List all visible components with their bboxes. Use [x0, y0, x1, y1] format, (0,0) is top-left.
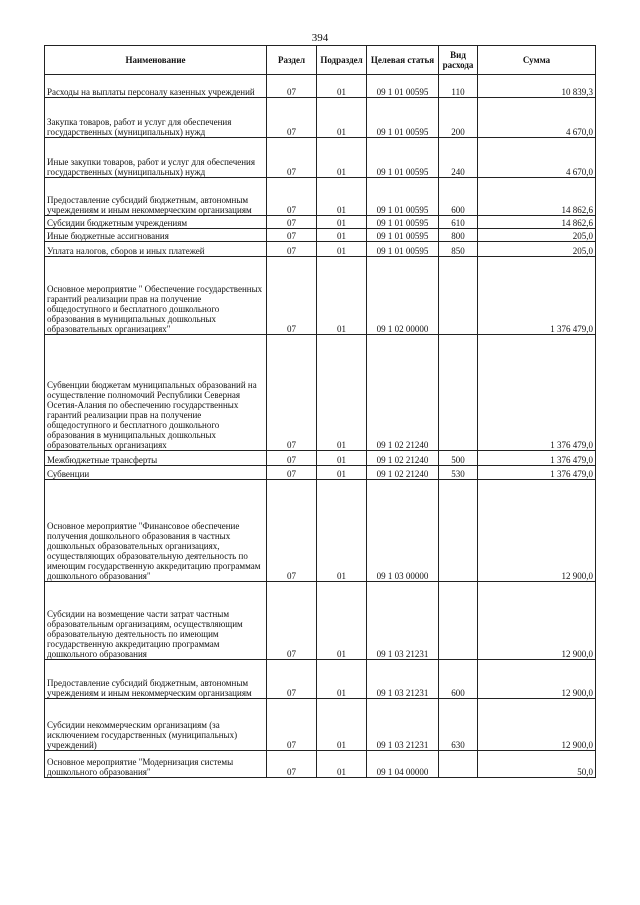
- cell-amount: 205,0: [478, 242, 596, 257]
- cell-target: 09 1 03 21231: [367, 582, 439, 660]
- cell-target: 09 1 03 21231: [367, 660, 439, 699]
- cell-type: [439, 335, 478, 451]
- cell-type: 610: [439, 216, 478, 229]
- cell-subsection: 01: [317, 480, 367, 582]
- header-expense-type: Вид расхода: [439, 46, 478, 75]
- cell-target: 09 1 01 00595: [367, 216, 439, 229]
- table-row: [45, 660, 596, 699]
- cell-target: 09 1 02 21240: [367, 335, 439, 451]
- cell-name: Уплата налогов, сборов и иных платежей: [45, 242, 267, 257]
- table-row: [45, 257, 596, 335]
- header-name: Наименование: [45, 46, 267, 75]
- cell-type: 200: [439, 98, 478, 138]
- cell-target: 09 1 03 00000: [367, 480, 439, 582]
- cell-amount: 12 900,0: [478, 480, 596, 582]
- cell-section: 07: [267, 466, 317, 480]
- cell-amount: 50,0: [478, 751, 596, 778]
- cell-subsection: 01: [317, 229, 367, 242]
- cell-section: 07: [267, 98, 317, 138]
- cell-target: 09 1 03 21231: [367, 699, 439, 751]
- cell-target: 09 1 02 00000: [367, 257, 439, 335]
- cell-subsection: 01: [317, 699, 367, 751]
- budget-table: [44, 45, 596, 778]
- cell-name: Предоставление субсидий бюджетным, автономным учреждениям и иным некоммерческим организациям: [45, 660, 267, 699]
- cell-subsection: 01: [317, 216, 367, 229]
- cell-subsection: 01: [317, 178, 367, 216]
- cell-amount: 12 900,0: [478, 660, 596, 699]
- cell-type: 800: [439, 229, 478, 242]
- cell-subsection: 01: [317, 660, 367, 699]
- cell-target: 09 1 01 00595: [367, 75, 439, 98]
- cell-type: 600: [439, 660, 478, 699]
- cell-section: 07: [267, 480, 317, 582]
- cell-section: 07: [267, 582, 317, 660]
- cell-name: Субсидии на возмещение части затрат частным образовательным организациям, осуществляющим образовательную деятельность по имеющим государственную аккредитацию программам дошкольного образования: [45, 582, 267, 660]
- cell-section: 07: [267, 660, 317, 699]
- cell-name: Субсидии некоммерческим организациям (за исключением государственных (муниципальных) учреждений): [45, 699, 267, 751]
- cell-target: 09 1 04 00000: [367, 751, 439, 778]
- cell-subsection: 01: [317, 98, 367, 138]
- cell-name: Иные закупки товаров, работ и услуг для обеспечения государственных (муниципальных) нужд: [45, 138, 267, 178]
- cell-section: 07: [267, 451, 317, 466]
- table-row: [45, 480, 596, 582]
- table-row: [45, 451, 596, 466]
- cell-target: 09 1 02 21240: [367, 466, 439, 480]
- cell-target: 09 1 02 21240: [367, 451, 439, 466]
- cell-name: Закупка товаров, работ и услуг для обеспечения государственных (муниципальных) нужд: [45, 98, 267, 138]
- header-amount: Сумма: [478, 46, 596, 75]
- table-row: [45, 216, 596, 229]
- table-row: [45, 751, 596, 778]
- cell-section: 07: [267, 699, 317, 751]
- table-row: [45, 229, 596, 242]
- cell-type: [439, 582, 478, 660]
- cell-amount: 1 376 479,0: [478, 466, 596, 480]
- cell-amount: 14 862,6: [478, 216, 596, 229]
- cell-target: 09 1 01 00595: [367, 138, 439, 178]
- table-header-row: [45, 46, 596, 75]
- table-row: [45, 178, 596, 216]
- cell-subsection: 01: [317, 582, 367, 660]
- table-row: [45, 75, 596, 98]
- cell-target: 09 1 01 00595: [367, 229, 439, 242]
- cell-section: 07: [267, 178, 317, 216]
- cell-subsection: 01: [317, 75, 367, 98]
- table-row: [45, 466, 596, 480]
- header-section: Раздел: [267, 46, 317, 75]
- cell-type: [439, 257, 478, 335]
- cell-section: 07: [267, 229, 317, 242]
- cell-type: [439, 751, 478, 778]
- cell-target: 09 1 01 00595: [367, 178, 439, 216]
- cell-type: 240: [439, 138, 478, 178]
- cell-type: 600: [439, 178, 478, 216]
- cell-name: Иные бюджетные ассигнования: [45, 229, 267, 242]
- cell-target: 09 1 01 00595: [367, 242, 439, 257]
- cell-subsection: 01: [317, 138, 367, 178]
- cell-section: 07: [267, 335, 317, 451]
- table-row: [45, 98, 596, 138]
- cell-section: 07: [267, 216, 317, 229]
- cell-name: Основное мероприятие "Модернизация системы дошкольного образования": [45, 751, 267, 778]
- cell-amount: 1 376 479,0: [478, 451, 596, 466]
- cell-subsection: 01: [317, 451, 367, 466]
- cell-type: 500: [439, 451, 478, 466]
- cell-name: Субвенции бюджетам муниципальных образований на осуществление полномочий Республики Северная Осетия-Алания по обеспечению государственных гарантий реализации прав на получение общедоступного и бесплатного дошкольного образования в муниципальных дошкольных образовательных организациях: [45, 335, 267, 451]
- cell-amount: 10 839,3: [478, 75, 596, 98]
- cell-section: 07: [267, 242, 317, 257]
- header-target-item: Целевая статья: [367, 46, 439, 75]
- cell-amount: 12 900,0: [478, 699, 596, 751]
- cell-amount: 205,0: [478, 229, 596, 242]
- cell-amount: 1 376 479,0: [478, 335, 596, 451]
- cell-subsection: 01: [317, 257, 367, 335]
- cell-amount: 4 670,0: [478, 98, 596, 138]
- table-row: [45, 582, 596, 660]
- cell-type: [439, 480, 478, 582]
- table-row: [45, 335, 596, 451]
- cell-amount: 14 862,6: [478, 178, 596, 216]
- cell-section: 07: [267, 138, 317, 178]
- cell-type: 110: [439, 75, 478, 98]
- cell-type: 630: [439, 699, 478, 751]
- table-row: [45, 242, 596, 257]
- cell-section: 07: [267, 75, 317, 98]
- cell-target: 09 1 01 00595: [367, 98, 439, 138]
- cell-name: Субсидии бюджетным учреждениям: [45, 216, 267, 229]
- cell-name: Предоставление субсидий бюджетным, автономным учреждениям и иным некоммерческим организациям: [45, 178, 267, 216]
- table-row: [45, 138, 596, 178]
- cell-subsection: 01: [317, 242, 367, 257]
- cell-name: Основное мероприятие " Обеспечение государственных гарантий реализации прав на получение общедоступного и бесплатного дошкольного образования в муниципальных дошкольных образовательных организациях": [45, 257, 267, 335]
- page-number: 394: [311, 32, 329, 44]
- cell-type: 850: [439, 242, 478, 257]
- cell-name: Межбюджетные трансферты: [45, 451, 267, 466]
- header-subsection: Подраздел: [317, 46, 367, 75]
- cell-subsection: 01: [317, 751, 367, 778]
- cell-section: 07: [267, 257, 317, 335]
- cell-amount: 1 376 479,0: [478, 257, 596, 335]
- cell-name: Расходы на выплаты персоналу казенных учреждений: [45, 75, 267, 98]
- cell-amount: 4 670,0: [478, 138, 596, 178]
- cell-type: 530: [439, 466, 478, 480]
- cell-subsection: 01: [317, 466, 367, 480]
- cell-name: Основное мероприятие "Финансовое обеспечение получения дошкольного образования в частных дошкольных образовательных организациях, осуществляющих образовательную деятельность по имеющим государственную аккредитацию программам дошкольного образования": [45, 480, 267, 582]
- cell-name: Субвенции: [45, 466, 267, 480]
- cell-amount: 12 900,0: [478, 582, 596, 660]
- cell-section: 07: [267, 751, 317, 778]
- cell-subsection: 01: [317, 335, 367, 451]
- table-row: [45, 699, 596, 751]
